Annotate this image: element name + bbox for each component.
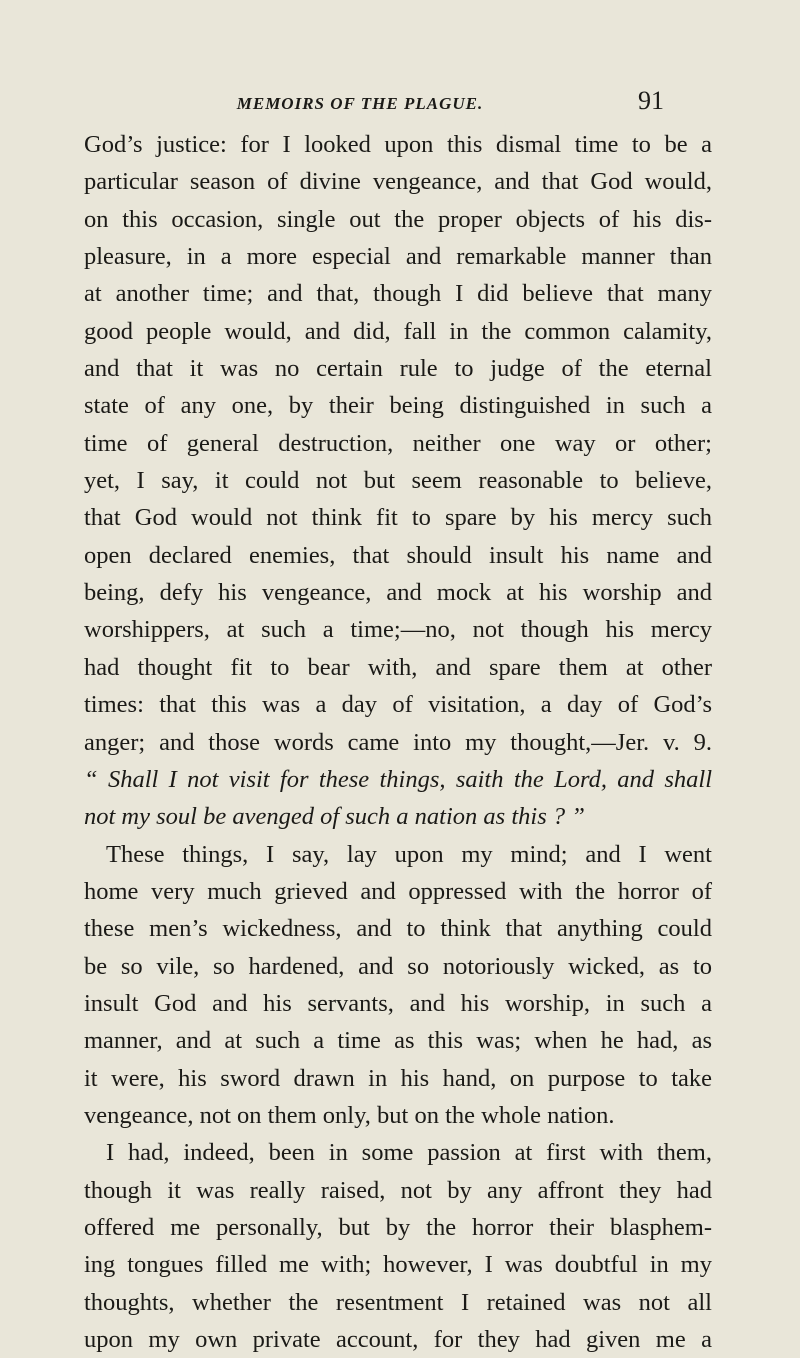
text-line: being, defy his vengeance, and mock at his worship and [84,579,712,607]
text-line: on this occasion, single out the proper objects of his dis- [84,205,712,233]
text-line: thoughts, whether the resentment I retained was not all [84,1288,712,1316]
text-line: manner, and at such a time as this was; when he had, as [84,1027,712,1055]
text-line: though it was really raised, not by any affront they had [84,1176,712,1204]
scripture-quote-line: “ Shall I not visit for these things, saith the Lord, and shall [84,765,712,793]
text-line: anger; and those words came into my thought,—Jer. v. 9. [84,728,712,756]
text-line: at another time; and that, though I did believe that many [84,280,712,308]
text-line: offered me personally, but by the horror their blasphem- [84,1213,712,1241]
text-line: particular season of divine vengeance, and that God would, [84,168,712,196]
text-line: state of any one, by their being distinguished in such a [84,392,712,420]
text-line: God’s justice: for I looked upon this dismal time to be a [84,131,712,158]
running-head [0,80,800,120]
running-title: MEMOIRS OF THE PLAGUE. [236,94,484,113]
text-line: worshippers, at such a time;—no, not though his mercy [84,616,712,644]
paragraph-start-line: I had, indeed, been in some passion at first with them, [106,1139,712,1167]
paragraph-start-line: These things, I say, lay upon my mind; and I went [106,840,712,868]
text-line: yet, I say, it could not but seem reasonable to believe, [84,467,712,495]
text-line: it were, his sword drawn in his hand, on purpose to take [84,1064,712,1092]
page-number: 91 [638,86,664,115]
body-text [84,126,712,1358]
text-line: home very much grieved and oppressed with the horror of [84,877,712,905]
text-line: time of general destruction, neither one way or other; [84,429,712,457]
text-line: times: that this was a day of visitation, a day of God’s [84,691,712,719]
text-line: and that it was no certain rule to judge of the eternal [84,355,712,383]
text-line: these men’s wickedness, and to think that anything could [84,915,712,943]
text-line: be so vile, so hardened, and so notoriously wicked, as to [84,952,712,980]
text-line: that God would not think fit to spare by his mercy such [84,504,712,532]
text-line: upon my own private account, for they had given me a [84,1326,712,1353]
scripture-quote-line: not my soul be avenged of such a nation as this ? ” [84,803,585,831]
text-line: vengeance, not on them only, but on the whole nation. [84,1101,615,1129]
text-line: good people would, and did, fall in the common calamity, [84,317,712,345]
text-line: open declared enemies, that should insult his name and [84,541,712,569]
text-line: insult God and his servants, and his worship, in such a [84,989,712,1017]
text-line: ing tongues filled me with; however, I was doubtful in my [84,1251,712,1279]
text-line: pleasure, in a more especial and remarkable manner than [84,243,712,271]
text-line: had thought fit to bear with, and spare them at other [84,653,712,681]
